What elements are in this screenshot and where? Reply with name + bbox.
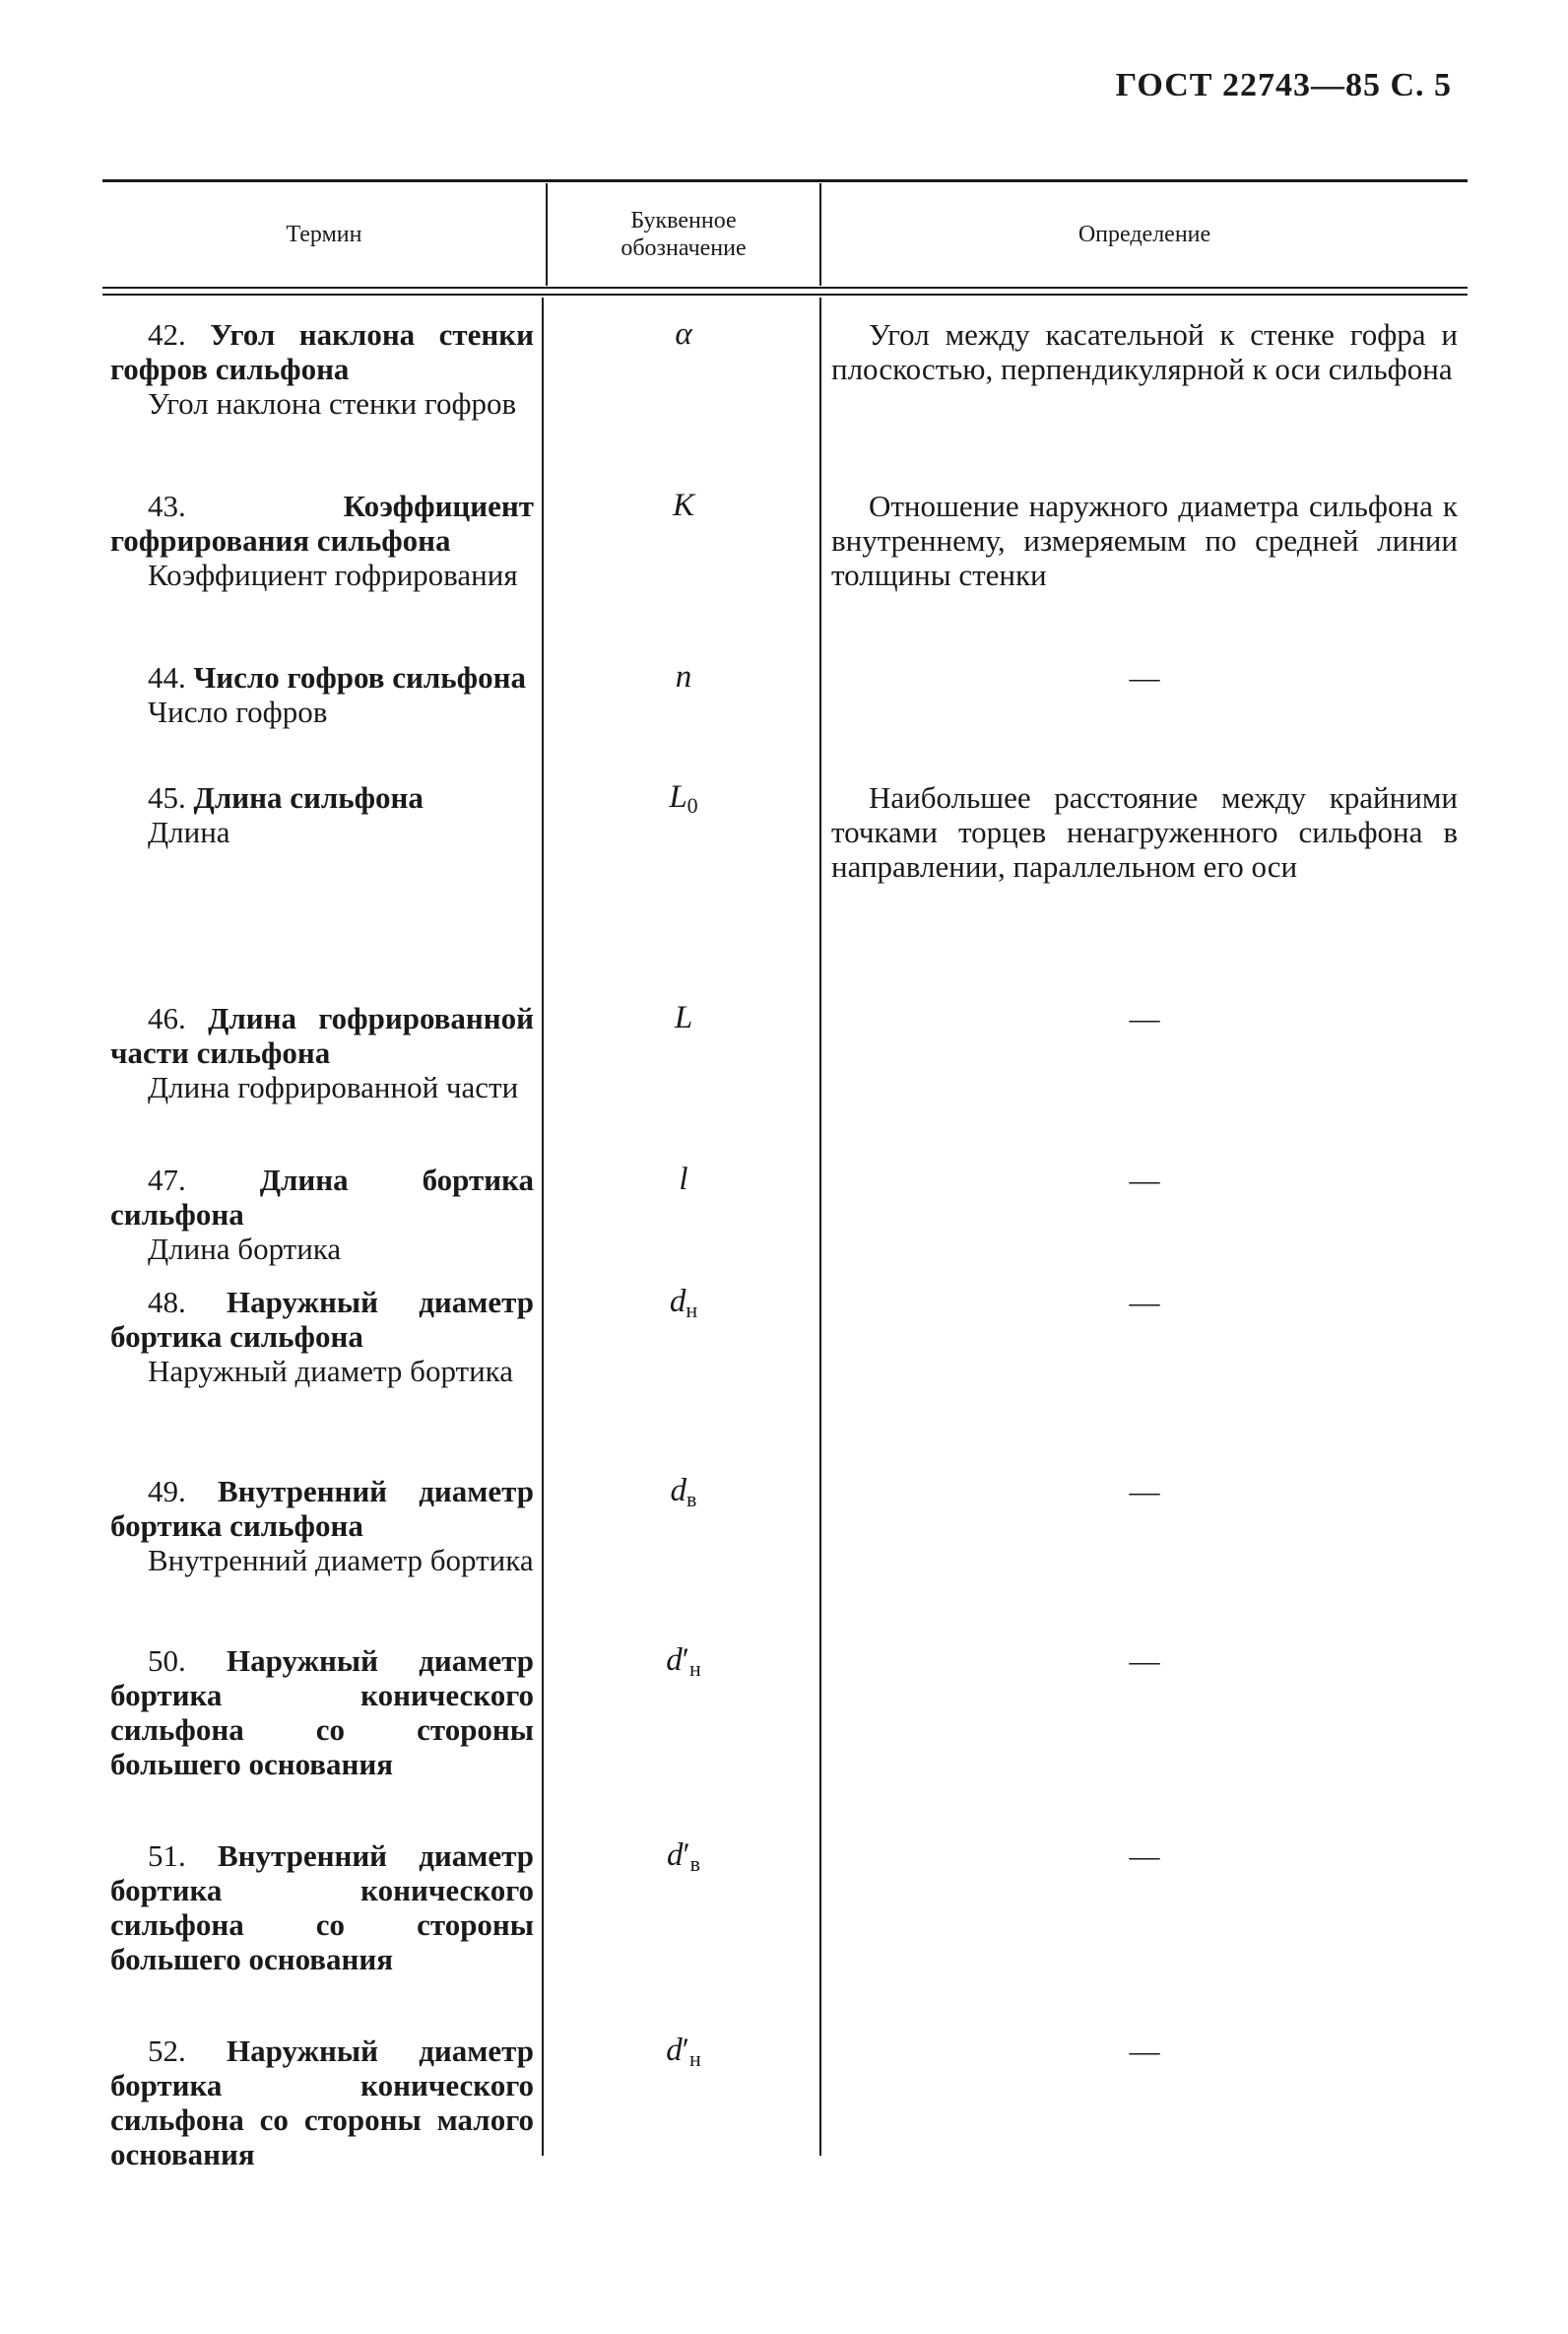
column-header-symbol-line1: Буквенное [630, 208, 737, 233]
term-title [110, 1838, 534, 1976]
table-row [102, 1474, 1468, 1639]
header-rule-2 [102, 294, 1468, 296]
term-synonym: Коэффициент гофрирования [148, 558, 518, 592]
symbol-cell [548, 1838, 819, 1881]
symbol-cell [548, 489, 819, 523]
term-title [110, 780, 534, 815]
definition-dash: — [1129, 1643, 1160, 1678]
term-name: Наружный диаметр бортика конического сильфона со стороны большего основания [110, 1643, 534, 1781]
term-cell [110, 489, 534, 592]
term-synonym: Длина [148, 815, 230, 849]
symbol-letter: n [675, 659, 692, 695]
term-title [110, 1285, 534, 1354]
column-header-symbol-line2: обозначение [621, 235, 747, 261]
term-name: Угол наклона стенки гофров сильфона [110, 317, 534, 386]
header-divider-2 [819, 183, 821, 286]
definition-dash: — [1129, 1001, 1160, 1035]
symbol-letter: α [675, 316, 692, 352]
symbol-subscript: н [686, 1298, 698, 1322]
table-row [102, 1001, 1468, 1159]
symbol-prime: ′ [683, 1837, 690, 1873]
term-cell [110, 660, 534, 729]
column-header-term [102, 182, 546, 287]
term-cell [110, 1474, 534, 1577]
term-title [110, 1163, 534, 1232]
table-row [102, 780, 1468, 997]
term-name: Внутренний диаметр бортика сильфона [110, 1474, 535, 1543]
definition-dash: — [1129, 2034, 1160, 2068]
symbol-letter: d [669, 1284, 686, 1319]
table-row [102, 489, 1468, 656]
term-title [110, 317, 534, 386]
header-rule-1 [102, 287, 1468, 289]
definition-cell: Наибольшее расстояние между крайними точками торцев ненагруженного сильфона в направлении, параллельном его оси [831, 780, 1458, 884]
term-cell [110, 1285, 534, 1388]
term-cell [110, 1838, 534, 1976]
symbol-subscript: в [689, 1851, 701, 1876]
term-name: Длина бортика сильфона [110, 1163, 534, 1232]
symbol-prime: ′ [682, 1642, 689, 1678]
term-number: 45. [148, 780, 186, 815]
column-header-term-label: Термин [286, 222, 362, 247]
symbol-cell [548, 1001, 819, 1035]
term-title [110, 1643, 534, 1781]
term-name: Длина сильфона [193, 780, 424, 815]
definition-cell: Отношение наружного диаметра сильфона к внутреннему, измеряемым по средней линии толщины стенки [831, 489, 1458, 592]
column-header-definition [821, 182, 1468, 287]
term-name: Длина гофрированной части сильфона [110, 1001, 534, 1070]
column-header-symbol [548, 182, 819, 287]
term-cell [110, 317, 534, 421]
term-name: Внутренний диаметр бортика конического сильфона со стороны большего основания [110, 1838, 535, 1976]
term-number: 44. [148, 660, 186, 695]
table-row [102, 317, 1468, 485]
symbol-prime: ′ [682, 2033, 689, 2068]
term-number: 52. [148, 2034, 186, 2068]
symbol-subscript: н [688, 1656, 701, 1681]
term-synonym: Длина гофрированной части [148, 1070, 519, 1104]
table-row [102, 1285, 1468, 1470]
table-row [102, 2034, 1468, 2231]
term-number: 50. [148, 1643, 186, 1678]
term-number: 42. [148, 317, 186, 352]
term-synonym: Число гофров [148, 695, 328, 729]
header-divider-1 [546, 183, 548, 286]
symbol-letter: L [674, 1000, 693, 1035]
table-row [102, 1838, 1468, 2030]
term-synonym: Наружный диаметр бортика [148, 1354, 514, 1388]
symbol-letter: K [672, 488, 694, 523]
table-header [102, 182, 1468, 287]
term-cell [110, 780, 534, 849]
term-number: 51. [148, 1838, 186, 1873]
term-title [110, 660, 534, 695]
symbol-letter: d [666, 2033, 683, 2068]
term-synonym: Угол наклона стенки гофров [148, 386, 517, 421]
term-cell [110, 1163, 534, 1266]
symbol-letter: l [679, 1162, 688, 1197]
symbol-cell [548, 2034, 819, 2076]
term-number: 43. [148, 489, 186, 523]
term-number: 46. [148, 1001, 186, 1035]
definition-dash: — [1129, 1163, 1160, 1197]
term-title [110, 1001, 534, 1070]
definition-dash: — [1129, 660, 1160, 695]
symbol-letter: L [669, 779, 687, 815]
term-number: 48. [148, 1285, 186, 1319]
term-synonym: Внутренний диаметр бортика [148, 1543, 534, 1577]
symbol-cell [548, 1163, 819, 1197]
term-cell [110, 1643, 534, 1781]
term-number: 47. [148, 1163, 186, 1197]
symbol-subscript: 0 [686, 793, 698, 818]
symbol-subscript: в [686, 1487, 697, 1511]
term-number: 49. [148, 1474, 186, 1508]
symbol-letter: d [670, 1473, 687, 1508]
term-name: Наружный диаметр бортика сильфона [110, 1285, 534, 1354]
term-title [110, 2034, 534, 2171]
term-name: Число гофров сильфона [193, 660, 526, 695]
symbol-cell [548, 1474, 819, 1516]
definition-cell: Угол между касательной к стенке гофра и плоскостью, перпендикулярной к оси сильфона [831, 317, 1458, 386]
term-name: Коэффициент гофрирования сильфона [110, 489, 534, 558]
symbol-letter: d [666, 1837, 684, 1873]
symbol-cell [548, 317, 819, 352]
definition-dash: — [1129, 1474, 1160, 1508]
symbol-cell [548, 660, 819, 695]
term-cell [110, 2034, 534, 2171]
definition-dash: — [1129, 1285, 1160, 1319]
symbol-cell [548, 780, 819, 823]
symbol-cell [548, 1285, 819, 1327]
term-title [110, 489, 534, 558]
term-name: Наружный диаметр бортика конического сильфона со стороны малого основания [110, 2034, 534, 2171]
symbol-subscript: н [688, 2046, 701, 2071]
table-row [102, 1163, 1468, 1281]
page-header: ГОСТ 22743—85 С. 5 [1115, 67, 1452, 103]
column-header-definition-label: Определение [1078, 222, 1211, 247]
term-title [110, 1474, 534, 1543]
term-cell [110, 1001, 534, 1104]
symbol-cell [548, 1643, 819, 1686]
table-row [102, 660, 1468, 778]
term-synonym: Длина бортика [148, 1232, 342, 1266]
symbol-letter: d [666, 1642, 683, 1678]
definition-dash: — [1129, 1838, 1160, 1873]
table-row [102, 1643, 1468, 1834]
